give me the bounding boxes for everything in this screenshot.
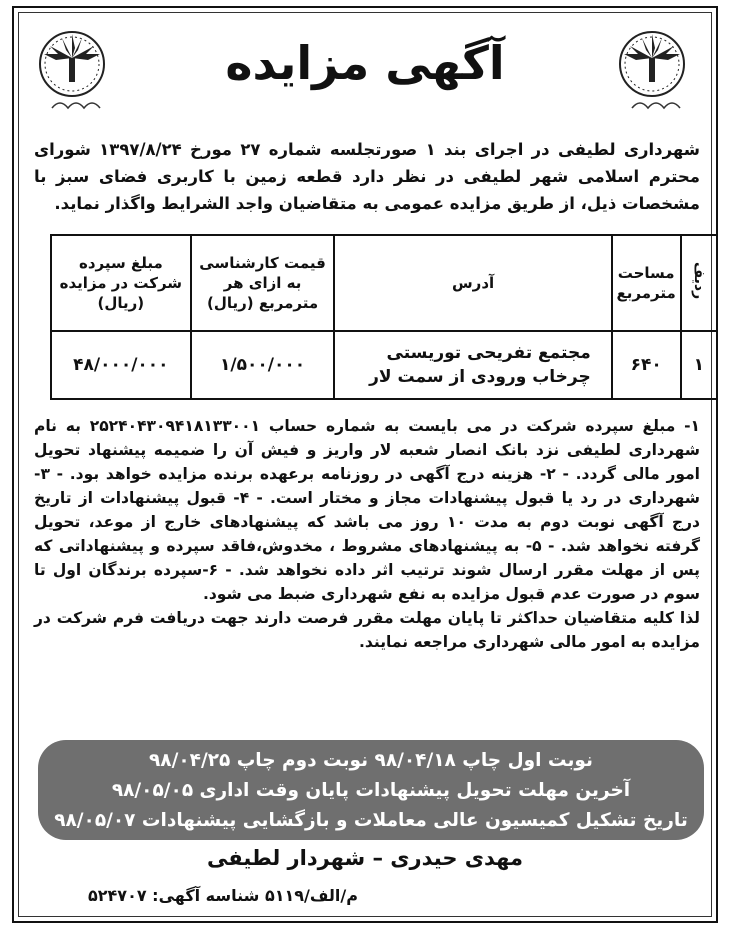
commission-date: تاریخ تشکیل کمیسیون عالی معاملات و بازگشایی پیشنهادات ۹۸/۰۵/۰۷	[54, 810, 688, 831]
cell-deposit: ۴۸/۰۰۰/۰۰۰	[51, 331, 191, 399]
publication-dates: نوبت اول چاپ ۹۸/۰۴/۱۸ نوبت دوم چاپ ۹۸/۰۴/۲۵	[149, 750, 593, 771]
mayor-signature: مهدی حیدری – شهردار لطیفی	[206, 846, 524, 870]
cell-address: مجتمع تفریحی توریستی چرخاب ورودی از سمت لار	[334, 331, 611, 399]
municipality-logo-icon	[602, 24, 702, 124]
notice-intro: شهرداری لطیفی در اجرای بند ۱ صورتجلسه شماره ۲۷ مورخ ۱۳۹۷/۸/۲۴ شورای محترم اسلامی شهر لطیفی در نظر دارد قطعه زمین با کاربری فضای سبز با مشخصات ذیل، از طریق مزایده عمومی به متقاضیان واجد الشرایط واگذار نماید.	[34, 140, 700, 213]
cell-row-number: ۱	[681, 331, 717, 399]
table-header-row	[51, 235, 717, 331]
municipality-logo-icon	[22, 24, 122, 124]
conditions-paragraph: ۱- مبلغ سپرده شرکت در می بایست به شماره حساب ۲۵۲۴۰۴۳۰۹۴۱۸۱۳۳۰۰۱ به نام شهرداری لطیفی نزد بانک انصار شعبه لار واریز و فیش آن را ضمیمه پیشنهاد تحویل امور مالی گردد. - ۲- هزینه درج آگهی در روزنامه برعهده برنده مزایده خواهد بود. - ۳- شهرداری در رد یا قبول پیشنهادات مجاز و مختار است. - ۴- قبول پیشنهادات از تاریخ درج آگهی نوبت دوم به مدت ۱۰ روز می باشد که پیشنهادهای خارج از موعد، تحویل گرفته نخواهد شد. - ۵- به پیشنهادهای مشروط ، مخدوش،فاقد سپرده و پیشنهاداتی که پس از مهلت مقرر ارسال شوند ترتیب اثر داده نخواهد شد. - ۶-سپرده برندگان اول تا سوم در صورت عدم قبول مزایده به نفع شهرداری ضبط می شود.	[34, 417, 701, 603]
header-price: قیمت کارشناسی به ازای هر مترمربع (ریال)	[191, 235, 335, 331]
municipality-logo-left	[22, 24, 122, 124]
header-deposit: مبلغ سپرده شرکت در مزایده (ریال)	[51, 235, 191, 331]
header-row-number: ردیف	[681, 235, 717, 331]
notice-frame	[12, 6, 718, 923]
cell-area: ۶۴۰	[612, 331, 681, 399]
notice-reference: م/الف/۵۱۱۹ شناسه آگهی: ۵۲۴۷۰۷	[88, 886, 358, 905]
property-table	[50, 234, 718, 400]
header-address: آدرس	[334, 235, 611, 331]
notice-header	[14, 18, 716, 130]
submission-deadline: آخرین مهلت تحویل پیشنهادات پایان وقت اداری ۹۸/۰۵/۰۵	[111, 780, 631, 801]
notice-title: آگهی مزایده	[225, 36, 505, 90]
cell-price: ۱/۵۰۰/۰۰۰	[191, 331, 335, 399]
header-area: مساحت مترمربع	[612, 235, 681, 331]
table-row	[51, 331, 717, 399]
closing-paragraph: لذا کلیه متقاضیان حداکثر تا پایان مهلت مقرر فرصت دارند جهت دریافت فرم شرکت در مزایده به امور مالی شهرداری مراجعه نمایند.	[34, 609, 700, 651]
dates-banner	[38, 740, 704, 840]
municipality-logo-right	[602, 24, 702, 124]
notice-conditions	[34, 414, 700, 654]
